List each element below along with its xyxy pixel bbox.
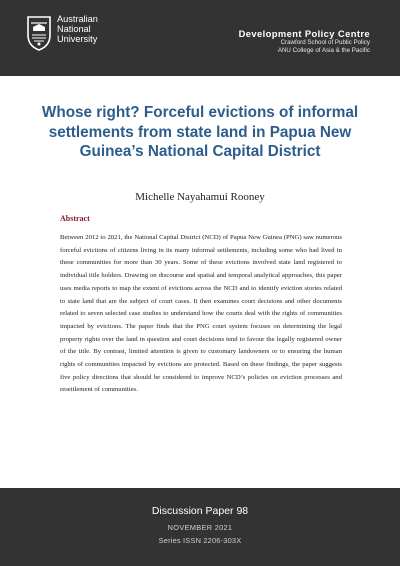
abstract-heading: Abstract <box>60 214 90 223</box>
header-banner <box>0 0 400 76</box>
paper-title: Whose right? Forceful evictions of informal settlements from state land in Papua New Guinea’s National Capital District <box>41 104 359 160</box>
series-issn: Series ISSN 2206-303X <box>158 536 242 545</box>
anu-logo[interactable] <box>26 14 122 54</box>
centre-name: Development Policy Centre <box>238 28 370 39</box>
series-number: Discussion Paper 98 <box>151 505 249 517</box>
centre-block <box>239 28 370 55</box>
centre-school: Crawford School of Public Policy <box>280 39 370 46</box>
anu-crest-icon <box>26 15 52 51</box>
abstract-text: Between 2012 to 2021, the National Capital District (NCD) of Papua New Guinea (PNG) saw numerous forceful evictions of citizens living in its many informal settlements, including some who had lived in these communities for more than 30 years. Some of these evictions involved state land registered to individual title holders. Drawing on discourse and spatial and temporal analytical approaches, this paper uses media reports to map the extent of evictions across the NCD and to identify eviction stories related to state land that are the subject of court cases. It then examines court decisions and other documents related to seven selected case studies to understand how the courts deal with the rights of communities impacted by evictions. The paper finds that the PNG court system focuses on determining the legal property rights over the land in question and court decisions tend to favour the legally registered owner of the title. By contrast, limited attention is given to customary landowners or to ensuring the human rights of communities impacted by evictions are protected. Based on these findings, the paper suggests five policy directions that should be considered to improve NCD’s policies on eviction processes and resettlement of communities. <box>60 234 342 394</box>
publication-date: NOVEMBER 2021 <box>167 523 233 532</box>
university-name: Australian National University <box>57 14 98 44</box>
centre-college: ANU College of Asia & the Pacific <box>277 47 370 54</box>
footer-banner <box>0 488 400 566</box>
paper-author: Michelle Nayahamui Rooney <box>135 191 265 203</box>
